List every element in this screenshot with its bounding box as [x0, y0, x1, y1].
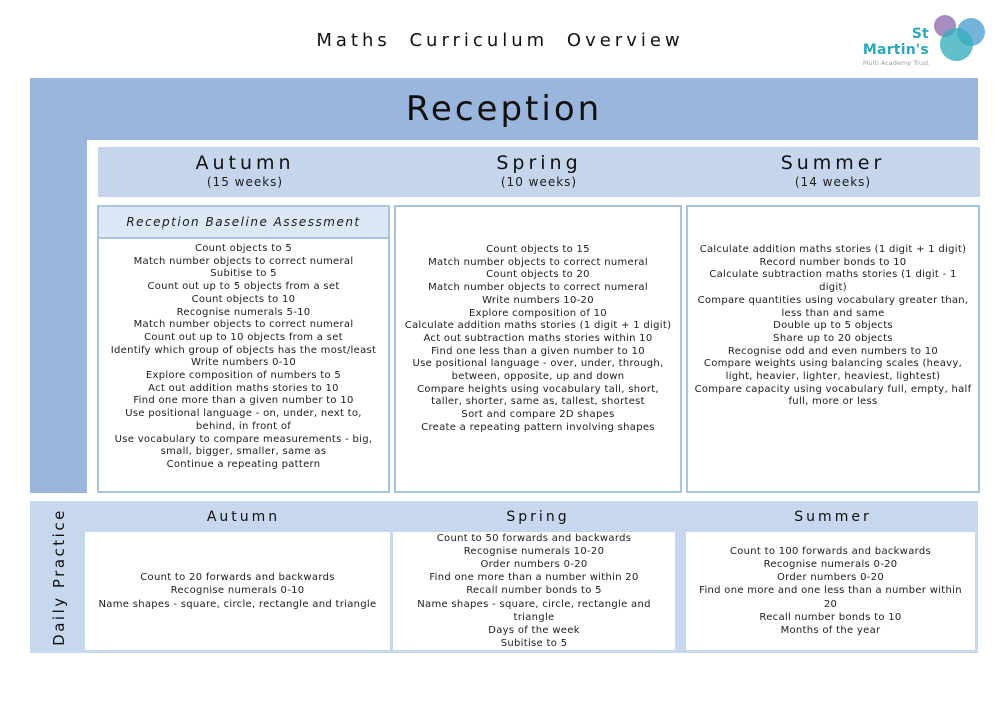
curriculum-item: Double up to 5 objects	[773, 320, 893, 332]
daily-practice-list-summer	[686, 532, 975, 650]
curriculum-item: Act out addition maths stories to 10	[148, 382, 339, 394]
curriculum-item: Find one more than a given number to 10	[133, 395, 354, 407]
curriculum-item: Share up to 20 objects	[773, 332, 893, 344]
curriculum-item: Count out up to 10 objects from a set	[144, 331, 343, 343]
curriculum-list-autumn	[99, 239, 388, 472]
curriculum-item: Match number objects to correct numeral	[428, 282, 648, 294]
left-accent-strip	[30, 140, 87, 493]
logo-name: St Martin's	[862, 26, 929, 58]
term-column-spring	[394, 205, 682, 493]
curriculum-item: Count out up to 5 objects from a set	[147, 281, 340, 293]
curriculum-list-spring	[396, 207, 680, 435]
curriculum-list-summer	[688, 207, 978, 409]
curriculum-item: Use positional language - over, under, through, between, opposite, up and down	[412, 358, 664, 383]
term-header-summer	[686, 147, 980, 197]
curriculum-item: Order numbers 0-20	[776, 572, 885, 584]
daily-practice-list-autumn	[85, 532, 390, 650]
curriculum-item: Explore composition of 10	[469, 307, 607, 319]
curriculum-item: Compare heights using vocabulary tall, short, taller, shorter, same as, tallest, shortest	[417, 383, 659, 408]
curriculum-item: Days of the week	[488, 625, 580, 637]
curriculum-item: Recall number bonds to 10	[759, 611, 902, 623]
curriculum-item: Sort and compare 2D shapes	[461, 409, 615, 421]
curriculum-item: Count to 50 forwards and backwards	[436, 532, 632, 544]
daily-practice-header-summer: Summer	[794, 509, 872, 525]
curriculum-item: Continue a repeating pattern	[166, 458, 321, 470]
term-column-autumn	[97, 205, 390, 493]
curriculum-item: Find one less than a given number to 10	[431, 345, 645, 357]
term-name: Summer	[780, 152, 886, 174]
logo	[858, 14, 988, 67]
curriculum-item: Recognise odd and even numbers to 10	[727, 345, 939, 357]
curriculum-item: Months of the year	[780, 625, 881, 636]
curriculum-item: Explore composition of numbers to 5	[145, 370, 342, 382]
curriculum-item: Compare weights using balancing scales (heavy, light, heavier, lighter, heaviest, lightest)	[703, 358, 963, 383]
daily-practice-label: Daily Practice	[49, 508, 68, 646]
curriculum-item: Write numbers 10-20	[482, 294, 594, 306]
curriculum-item: Name shapes - square, circle, rectangle and triangle	[98, 598, 377, 610]
curriculum-item: Match number objects to correct numeral	[428, 256, 648, 268]
curriculum-item: Match number objects to correct numeral	[133, 255, 354, 267]
baseline-assessment-header: Reception Baseline Assessment	[99, 207, 388, 239]
term-column-summer	[686, 205, 980, 493]
curriculum-item: Calculate addition maths stories (1 digit + 1 digit)	[404, 320, 672, 332]
curriculum-item: Count to 100 forwards and backwards	[729, 545, 932, 557]
curriculum-item: Recognise numerals 0-10	[170, 585, 305, 597]
curriculum-item: Count objects to 5	[194, 243, 293, 254]
term-weeks: (15 weeks)	[206, 175, 284, 189]
daily-practice-list-spring	[393, 532, 675, 650]
daily-practice-header-spring: Spring	[506, 509, 570, 525]
term-header-row	[98, 147, 980, 197]
curriculum-item: Match number objects to correct numeral	[133, 319, 354, 331]
logo-subtitle: Multi Academy Trust	[862, 59, 929, 67]
curriculum-item: Subitise to 5	[500, 638, 568, 650]
curriculum-item: Record number bonds to 10	[759, 256, 907, 268]
curriculum-item: Write numbers 0-10	[190, 357, 297, 369]
curriculum-item: Order numbers 0-20	[480, 559, 588, 570]
curriculum-item: Calculate subtraction maths stories (1 digit - 1 digit)	[709, 269, 957, 294]
term-name: Autumn	[195, 152, 295, 174]
year-group-banner	[30, 78, 978, 140]
curriculum-item: Use vocabulary to compare measurements - big, small, bigger, smaller, same as	[114, 433, 373, 458]
term-weeks: (14 weeks)	[794, 175, 872, 189]
curriculum-item: Count objects to 15	[486, 244, 590, 255]
curriculum-item: Count objects to 20	[486, 269, 590, 281]
term-header-autumn	[98, 147, 392, 197]
curriculum-item: Find one more than a number within 20	[429, 572, 639, 584]
curriculum-item: Recognise numerals 10-20	[463, 545, 605, 557]
circle-teal-icon	[940, 28, 973, 61]
year-group-title: Reception	[405, 89, 603, 129]
curriculum-item: Recognise numerals 5-10	[176, 306, 311, 318]
curriculum-item: Find one more and one less than a number within 20	[699, 585, 962, 610]
logo-text	[858, 26, 929, 67]
curriculum-item: Recall number bonds to 5	[466, 585, 602, 597]
curriculum-item: Use positional language - on, under, next to, behind, in front of	[125, 408, 362, 432]
curriculum-item: Recognise numerals 0-20	[763, 558, 898, 570]
term-header-spring	[392, 147, 686, 197]
curriculum-item: Compare quantities using vocabulary greater than, less than and same	[697, 294, 969, 319]
curriculum-item: Count objects to 10	[191, 293, 296, 305]
trust-circles-icon	[931, 14, 988, 64]
daily-practice-header-autumn: Autumn	[206, 509, 281, 525]
curriculum-item: Identify which group of objects has the most/least	[110, 344, 377, 356]
curriculum-item: Calculate addition maths stories (1 digit + 1 digit)	[699, 244, 967, 255]
page-title: Maths Curriculum Overview	[316, 30, 684, 51]
term-weeks: (10 weeks)	[500, 175, 578, 189]
curriculum-item: Act out subtraction maths stories within 10	[423, 332, 653, 344]
curriculum-item: Create a repeating pattern involving shapes	[421, 421, 655, 433]
curriculum-item: Count to 20 forwards and backwards	[140, 572, 335, 584]
curriculum-item: Subitise to 5	[210, 268, 277, 280]
curriculum-item: Compare capacity using vocabulary full, empty, half full, more or less	[694, 383, 972, 408]
daily-practice-label-strip	[30, 501, 87, 653]
curriculum-item: Name shapes - square, circle, rectangle and triangle	[417, 598, 651, 623]
term-name: Spring	[496, 152, 582, 174]
